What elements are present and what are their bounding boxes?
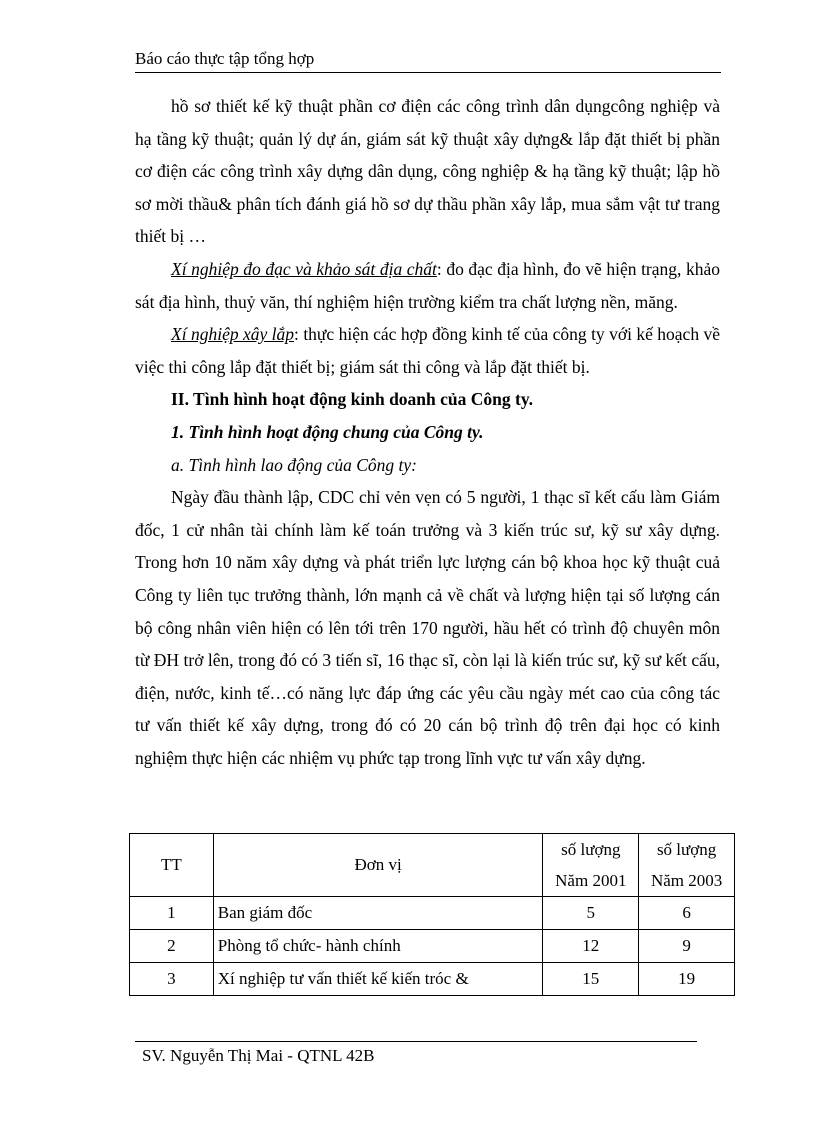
cell-2003: 9	[639, 930, 735, 963]
survey-enterprise-label: Xí nghiệp đo đạc và khảo sát địa chất	[171, 258, 437, 279]
header-unit: Đơn vị	[213, 834, 543, 897]
table-row	[130, 897, 735, 930]
page-footer	[142, 1045, 375, 1067]
header-2001-line1: số lượng	[561, 840, 621, 859]
header-title: Báo cáo thực tập tổng hợp	[135, 49, 315, 68]
paragraph-design-services: hồ sơ thiết kế kỹ thuật phần cơ điện các công trình dân dụngcông nghiệp và hạ tầng kỹ thuật; quản lý dự án, giám sát kỹ thuật xây dựng& lắp đặt thiết bị phần cơ điện các công trình xây dựng dân dụng, công nghiệp & hạ tầng kỹ thuật; lập hồ sơ mời thầu& phân tích đánh giá hồ sơ dự thầu phần xây lắp, mua sắm vật tư trang thiết bị …	[135, 96, 720, 247]
header-2003-line1: số lượng	[656, 840, 717, 859]
cell-unit: Ban giám đốc	[213, 897, 543, 930]
cell-tt: 1	[130, 897, 214, 930]
construction-enterprise-label: Xí nghiệp xây lắp	[171, 324, 295, 345]
table-row	[130, 930, 735, 963]
header-year-2003	[639, 834, 735, 897]
paragraph-labor: Ngày đầu thành lập, CDC chỉ vẻn vẹn có 5 người, 1 thạc sĩ kết cấu làm Giám đốc, 1 cử nhân tài chính làm kế toán trưởng và 3 kiến trúc sư, kỹ sư xây dựng. Trong hơn 10 năm xây dựng và phát triển lực lượng cán bộ khoa học kỹ thuật cuả Công ty liên tục trưởng thành, lớn mạnh cả về chất và lượng hiện tại số lượng cán bộ công nhân viên hiện có lên tới trên 170 người, hầu hết có trình độ chuyên môn từ ĐH trở lên, trong đó có 3 tiến sĩ, 16 thạc sĩ, còn lại là kiến trúc sư, kỹ sư kết cấu, điện, nước, kinh tế…có năng lực đáp ứng các yêu cầu ngày mét cao của công tác tư vấn thiết kế xây dựng, trong đó có 20 cán bộ trình độ trên đại học có kinh nghiệm thực hiện các nhiệm vụ phức tạp trong lĩnh vực tư vấn xây dựng.	[135, 487, 720, 768]
cell-tt: 3	[130, 963, 214, 996]
cell-unit: Xí nghiệp tư vấn thiết kế kiến tróc &	[213, 963, 543, 996]
table-row	[130, 963, 735, 996]
survey-enterprise-text: : đo đạc địa hình, đo vẽ hiện trạng, khảo sát địa hình, thuỷ văn, thí nghiệm hiện trường kiểm tra chất lượng nền, măng.	[135, 258, 720, 312]
paragraph-survey-enterprise	[135, 253, 720, 318]
header-2003-line2: Năm 2003	[650, 871, 723, 890]
page-header	[135, 48, 721, 73]
cell-unit: Phòng tổ chức- hành chính	[213, 930, 543, 963]
header-tt: TT	[130, 834, 214, 897]
paragraph-construction-enterprise	[135, 318, 720, 383]
subsection-heading-labor: a. Tình hình lao động của Công ty:	[171, 454, 417, 475]
cell-2001: 15	[543, 963, 639, 996]
cell-tt: 2	[130, 930, 214, 963]
subsection-heading-general: 1. Tình hình hoạt động chung của Công ty.	[171, 421, 484, 442]
footer-author: SV. Nguyễn Thị Mai - QTNL 42B	[142, 1046, 375, 1065]
cell-2003: 6	[639, 897, 735, 930]
cell-2001: 5	[543, 897, 639, 930]
staff-table	[129, 833, 735, 996]
document-body	[135, 90, 720, 774]
cell-2003: 19	[639, 963, 735, 996]
section-heading-business: II. Tình hình hoạt động kinh doanh của Công ty.	[171, 389, 534, 410]
construction-enterprise-text: : thực hiện các hợp đồng kinh tế của công ty với kế hoạch về việc thi công lắp đặt thiết bị; giám sát thi công và lắp đặt thiết bị.	[135, 324, 720, 377]
table-header-row	[130, 834, 735, 897]
header-year-2001	[543, 834, 639, 897]
header-2001-line2: Năm 2001	[555, 871, 627, 890]
cell-2001: 12	[543, 930, 639, 963]
footer-divider	[135, 1041, 697, 1042]
